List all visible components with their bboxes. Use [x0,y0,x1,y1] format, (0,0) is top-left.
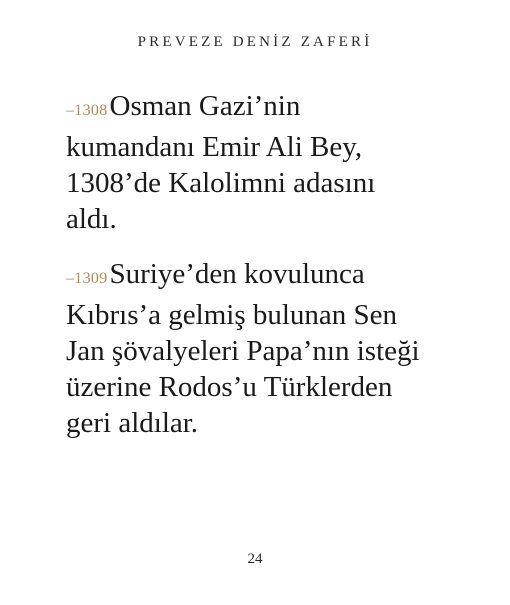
page-number: 24 [247,551,263,567]
entry-line: geri aldılar. [66,407,199,439]
entry-line [66,88,466,129]
chronology-entry [66,256,466,441]
chronology-entry [66,88,466,237]
entry-line: aldı. [66,203,117,235]
running-head: PREVEZE DENİZ ZAFERİ [137,34,373,50]
entry-text: Osman Gazi’nin [109,90,301,122]
entry-line: kumandanı Emir Ali Bey, [66,131,363,163]
entry-line: üzerine Rodos’u Türklerden [66,371,393,403]
entry-year: –1309 [66,270,108,287]
entry-line: Kıbrıs’a gelmiş bulunan Sen [66,299,398,331]
entry-line: 1308’de Kalolimni adasını [66,167,376,199]
entry-year: –1308 [66,102,108,119]
entry-line [66,256,466,297]
entry-line: Jan şövalyeleri Papa’nın isteği [66,335,420,367]
entry-text: Suriye’den kovulunca [109,258,365,290]
